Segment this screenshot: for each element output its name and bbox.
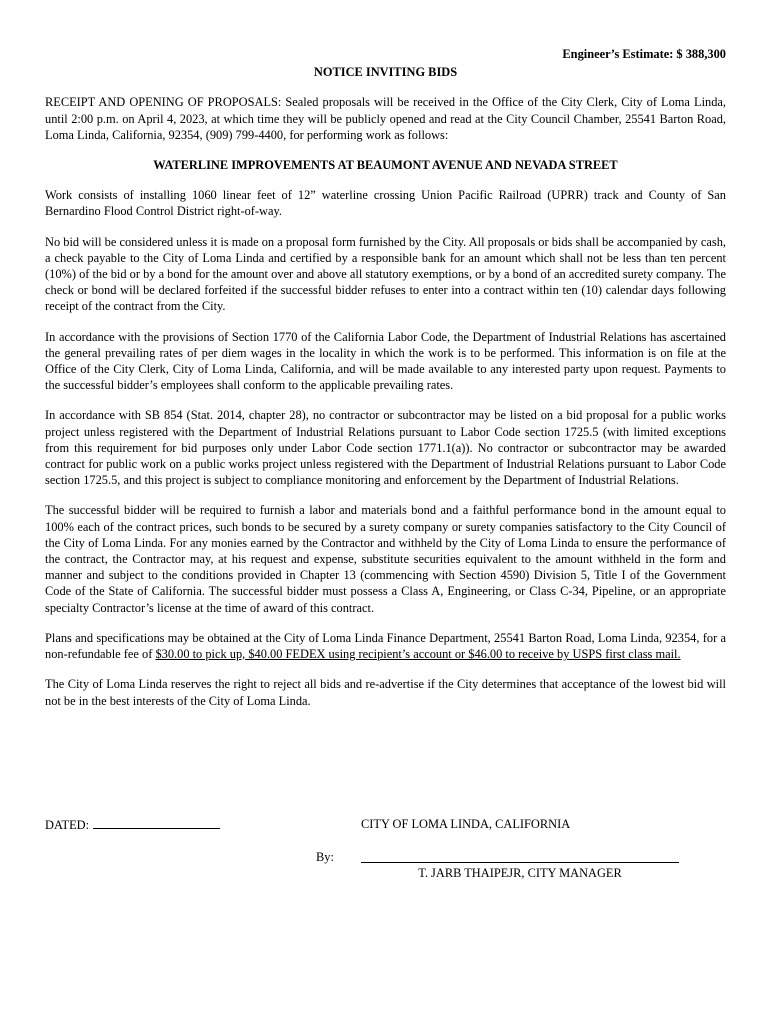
bid-paragraph: No bid will be considered unless it is made on a proposal form furnished by the City. All proposals or bids shall be accompanied by cash, a check payable to the City of Loma Linda and certified by a responsible bank for an amount which shall not be less than ten percent (10%) of the bid or by a bond for the amount over and above all statutory exemptions, or by a bond of an accredited surety company. The check or bond will be declared forfeited if the successful bidder refuses to enter into a contract within ten (10) calendar days following receipt of the contract from the City.: [45, 234, 726, 314]
signature-line: [361, 862, 679, 863]
sb854-paragraph: In accordance with SB 854 (Stat. 2014, chapter 28), no contractor or subcontractor may be listed on a bid proposal for a public works project unless registered with the Department of Industrial Relations pursuant to Labor Code section 1725.5 (with limited exceptions from this requirement for bid purposes only under Labor Code section 1771.1(a)). No contractor or subcontractor may be awarded contract for public work on a public works project unless registered with the Department of Industrial Relations pursuant to Labor Code section 1725.5, and this project is subject to compliance monitoring and enforcement by the Department of Industrial Relations.: [45, 408, 726, 488]
notice-title: NOTICE INVITING BIDS: [313, 65, 458, 80]
plans-text: Plans and specifications may be obtained at the City of Loma Linda Finance Department, 25541 Barton Road, Loma Linda, 92354, for a non-refundable fee of: [45, 630, 726, 662]
project-title: WATERLINE IMPROVEMENTS AT BEAUMONT AVENUE AND NEVADA STREET: [153, 158, 618, 173]
labor-code-paragraph: In accordance with the provisions of Section 1770 of the California Labor Code, the Department of Industrial Relations has ascertained the general prevailing rates of per diem wages in the locality in which the work is to be performed. This information is on file at the Office of the City Clerk, City of Loma Linda, California, and will be made available to any interested party upon request. Payments to the successful bidder’s employees shall conform to the applicable prevailing rates.: [45, 329, 726, 393]
receipt-label: RECEIPT AND OPENING OF PROPOSALS:: [45, 95, 282, 110]
city-manager-name: T. JARB THAIPEJR, CITY MANAGER: [418, 866, 622, 880]
notice-document: [45, 46, 726, 709]
receipt-text: Sealed proposals will be received in the Office of the City Clerk, City of Loma Linda, until 2:00 p.m. on April 4, 2023, at which time they will be publicly opened and read at the City Council Chamber, 25541 Barton Road, Loma Linda, California, 92354, (909) 799-4400, for performing work as follows:: [45, 95, 726, 142]
engineers-estimate: Engineer’s Estimate: $ 388,300: [562, 47, 726, 61]
reject-paragraph: The City of Loma Linda reserves the right to reject all bids and re-advertise if the City determines that acceptance of the lowest bid will not be in the best interests of the City of Loma Linda.: [45, 677, 726, 708]
receipt-paragraph: [45, 94, 726, 143]
dated-label: DATED:: [45, 818, 90, 832]
plans-paragraph: [45, 630, 726, 662]
dated-field: [45, 816, 220, 833]
city-name: CITY OF LOMA LINDA, CALIFORNIA: [361, 817, 571, 831]
by-label: By:: [316, 850, 334, 864]
dated-line: [93, 816, 220, 829]
bond-paragraph: The successful bidder will be required to furnish a labor and materials bond and a faithful performance bond in the amount equal to 100% each of the contract prices, such bonds to be secured by a surety company or surety companies satisfactory to the City Council of the City of Loma Linda. For any monies earned by the Contractor and withheld by the City of Loma Linda to ensure the performance of the contract, the Contractor may, at his request and expense, substitute securities equivalent to the amount withheld in the form and manner and subject to the conditions provided in Chapter 13 (commencing with Section 4590) Division 5, Title I of the Government Code of the State of California. The successful bidder must possess a Class A, Engineering, or Class C-34, Pipeline, or an appropriate specialty Contractor’s license at the time of award of this contract.: [45, 503, 726, 615]
work-paragraph: Work consists of installing 1060 linear feet of 12” waterline crossing Union Pacific Railroad (UPRR) track and County of San Bernardino Flood Control District right-of-way.: [45, 188, 726, 219]
plans-fee: $30.00 to pick up, $40.00 FEDEX using recipient’s account or $46.00 to receive by USPS first class mail.: [155, 647, 681, 662]
